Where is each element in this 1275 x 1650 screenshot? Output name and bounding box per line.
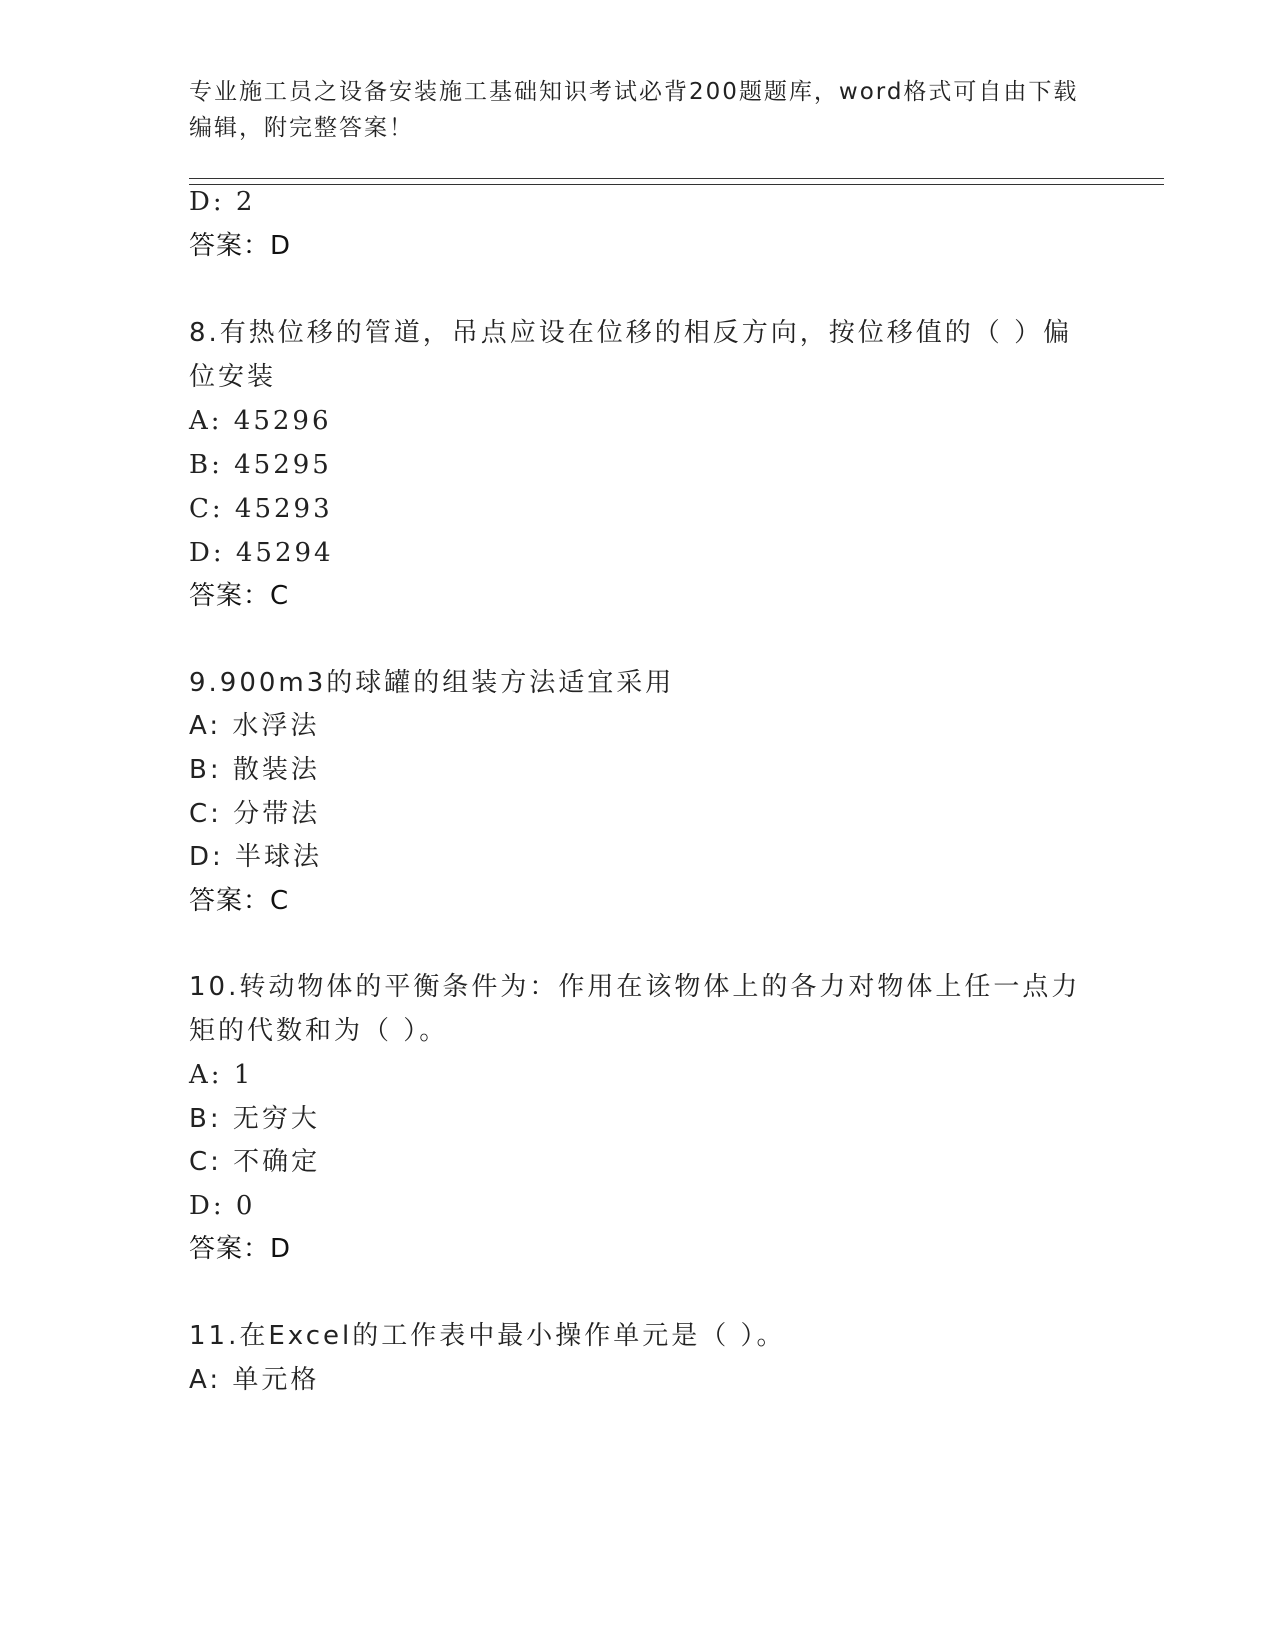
question-8-option-b: B: 45295 [189,450,332,480]
question-10-stem: 10.转动物体的平衡条件为：作用在该物体上的各力对物体上任一点力 [189,972,1081,1002]
header-divider-top [189,178,1164,179]
question-9-stem: 9.900m3的球罐的组装方法适宜采用 [189,668,675,698]
question-9-option-b: B: 散装法 [189,755,320,785]
answer-line: 答案：D [189,231,292,261]
question-10-option-a: A: 1 [189,1060,254,1090]
question-10-answer: 答案：D [189,1234,292,1264]
question-11-stem: 11.在Excel的工作表中最小操作单元是（ ）。 [189,1321,786,1351]
question-9-option-a: A: 水浮法 [189,711,320,741]
question-11-option-a: A: 单元格 [189,1365,320,1395]
question-10-option-d: D: 0 [189,1191,256,1221]
question-8-stem: 8.有热位移的管道，吊点应设在位移的相反方向，按位移值的（ ）偏 [189,318,1073,348]
header-divider-bottom [189,184,1164,185]
page-header-title: 专业施工员之设备安装施工基础知识考试必背200题题库，word格式可自由下载编辑，附完整答案！ [189,79,1079,141]
question-9-option-c: C: 分带法 [189,799,321,829]
question-10-option-b: B: 无穷大 [189,1104,320,1134]
question-8-option-c: C: 45293 [189,494,333,524]
question-8-stem-cont: 位安装 [189,362,277,392]
question-10-stem-cont: 矩的代数和为（ ）。 [189,1016,449,1046]
question-10-option-c: C: 不确定 [189,1147,321,1177]
option-d: D: 2 [189,187,256,217]
question-9-option-d: D: 半球法 [189,842,323,872]
question-8-option-d: D: 45294 [189,538,334,568]
question-8-answer: 答案：C [189,581,290,611]
question-8-option-a: A: 45296 [189,406,332,436]
question-9-answer: 答案：C [189,886,290,916]
